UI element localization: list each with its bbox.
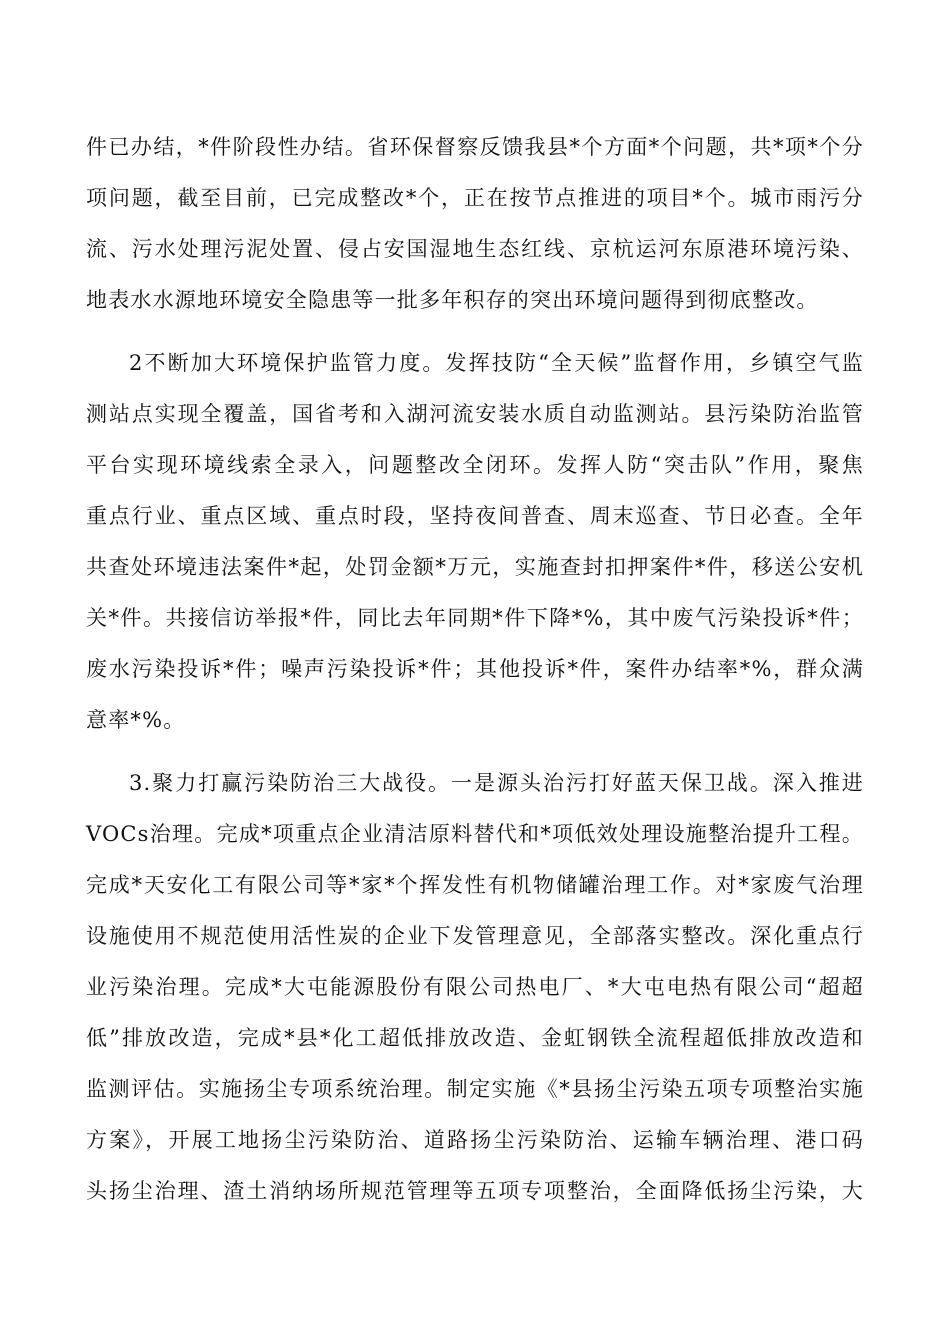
paragraph-2: [86, 338, 864, 746]
paragraph-line: 业污染治理。完成*大屯能源股份有限公司热电厂、*大屯电热有限公司“超超: [86, 975, 864, 999]
paragraph-line: VOCs治理。完成*项重点企业清洁原料替代和*项低效处理设施整治提升工程。: [86, 822, 864, 846]
paragraph-line: 废水污染投诉*件；噪声污染投诉*件；其他投诉*件，案件办结率*%，群众满: [86, 657, 864, 681]
paragraph-line: 流、污水处理污泥处置、侵占安国湿地生态红线、京杭运河东原港环境污染、: [86, 237, 864, 261]
paragraph-line: 件已办结，*件阶段性办结。省环保督察反馈我县*个方面*个问题，共*项*个分: [86, 135, 864, 159]
paragraph-line: 关*件。共接信访举报*件，同比去年同期*件下降*%，其中废气污染投诉*件；: [86, 606, 864, 630]
paragraph-line: 方案》，开展工地扬尘污染防治、道路扬尘污染防治、运输车辆治理、港口码: [86, 1128, 864, 1152]
paragraph-line: 重点行业、重点区域、重点时段，坚持夜间普查、周末巡查、节日必查。全年: [86, 504, 864, 528]
paragraph-line: 低”排放改造，完成*县*化工超低排放改造、金虹钢铁全流程超低排放改造和: [86, 1026, 864, 1050]
paragraph-spacer: [86, 326, 864, 338]
paragraph-3: [86, 758, 864, 1217]
document-page: [86, 122, 864, 1217]
paragraph-line: 完成*天安化工有限公司等*家*个挥发性有机物储罐治理工作。对*家废气治理: [86, 873, 864, 897]
paragraph-line: 头扬尘治理、渣土消纳场所规范管理等五项专项整治，全面降低扬尘污染，大: [86, 1179, 864, 1203]
paragraph-line: 共查处环境违法案件*起，处罚金额*万元，实施查封扣押案件*件，移送公安机: [86, 555, 864, 579]
paragraph-line: 意率*%。: [86, 708, 186, 732]
paragraph-line: 测站点实现全覆盖，国省考和入湖河流安装水质自动监测站。县污染防治监管: [86, 402, 864, 426]
paragraph-line: 地表水水源地环境安全隐患等一批多年积存的突出环境问题得到彻底整改。: [86, 288, 819, 312]
paragraph-line: 2不断加大环境保护监管力度。发挥技防“全天候”监督作用，乡镇空气监: [129, 351, 864, 375]
paragraph-line: 项问题，截至目前，已完成整改*个，正在按节点推进的项目*个。城市雨污分: [86, 186, 864, 210]
paragraph-line: 平台实现环境线索全录入，问题整改全闭环。发挥人防“突击队”作用，聚焦: [86, 453, 864, 477]
paragraph-1: [86, 122, 864, 326]
paragraph-spacer: [86, 746, 864, 758]
paragraph-line: 监测评估。实施扬尘专项系统治理。制定实施《*县扬尘污染五项专项整治实施: [86, 1077, 864, 1101]
paragraph-line: 设施使用不规范使用活性炭的企业下发管理意见，全部落实整改。深化重点行: [86, 924, 864, 948]
paragraph-line: 3.聚力打赢污染防治三大战役。一是源头治污打好蓝天保卫战。深入推进: [129, 771, 864, 795]
